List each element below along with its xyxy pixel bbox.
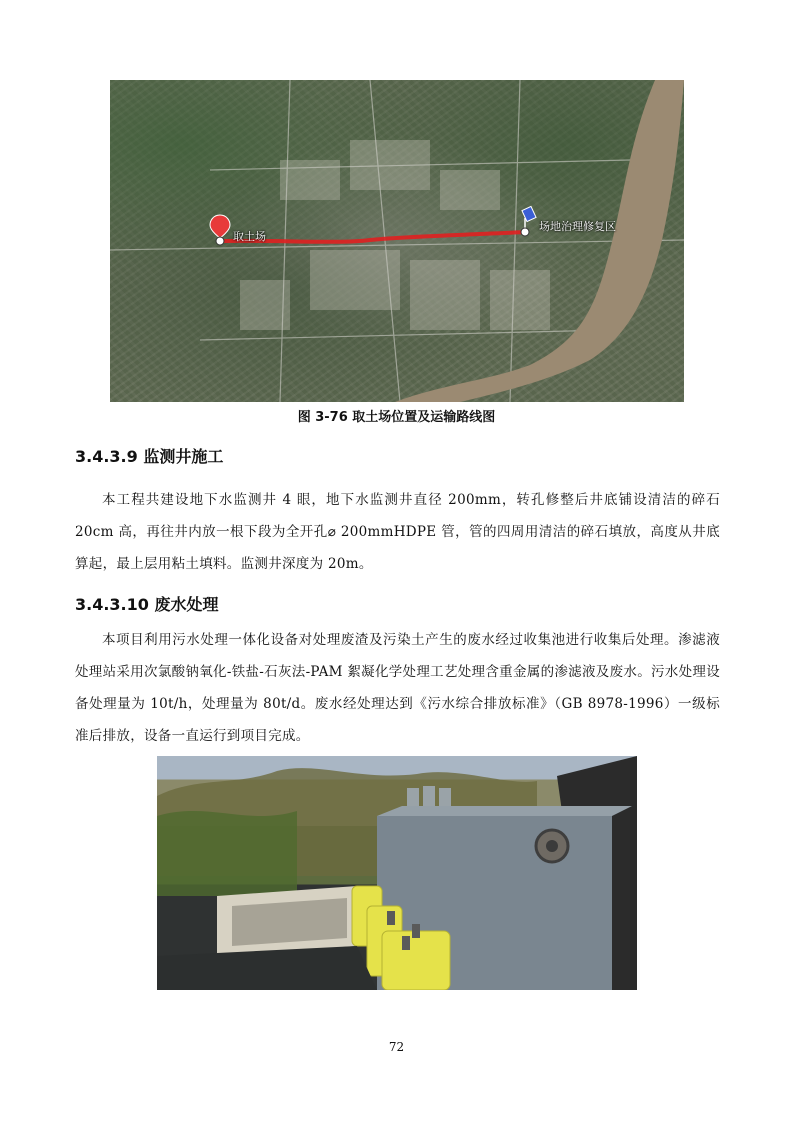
map-overlay	[110, 80, 684, 402]
satellite-route-map	[110, 80, 684, 402]
wastewater-equipment-photo	[157, 756, 637, 990]
flag-pin-icon	[521, 206, 536, 236]
map-label-end: 场地治理修复区	[539, 220, 616, 233]
river	[395, 80, 684, 402]
section-heading-monitoring-wells: 3.4.3.9 监测井施工	[75, 447, 224, 466]
page-number: 72	[388, 1040, 405, 1054]
section-heading-wastewater: 3.4.3.10 废水处理	[75, 595, 219, 614]
map-label-start: 取土场	[233, 230, 266, 243]
paragraph-wastewater: 本项目利用污水处理一体化设备对处理废渣及污染土产生的废水经过收集池进行收集后处理。渗滤液处理站采用次氯酸钠氧化-铁盐-石灰法-PAM 絮凝化学处理工艺处理含重金属的渗滤液及废水。污水处理设备处理量为 10t/h，处理量为 80t/d。废水经处理达到《污水综合排放标准》（GB 8978-1996）一级标准后排放，设备一直运行到项目完成。	[75, 632, 720, 744]
photo-illustration	[157, 756, 637, 990]
figure-caption: 图 3-76 取土场位置及运输路线图	[297, 410, 496, 425]
paragraph-monitoring-wells: 本工程共建设地下水监测井 4 眼，地下水监测井直径 200mm，转孔修整后井底铺设清洁的碎石 20cm 高，再往井内放一根下段为全开孔⌀ 200mmHDPE 管，管的四周用清洁的碎石填放，高度从井底算起，最上层用粘土填料。监测井深度为 20m。	[75, 492, 720, 572]
